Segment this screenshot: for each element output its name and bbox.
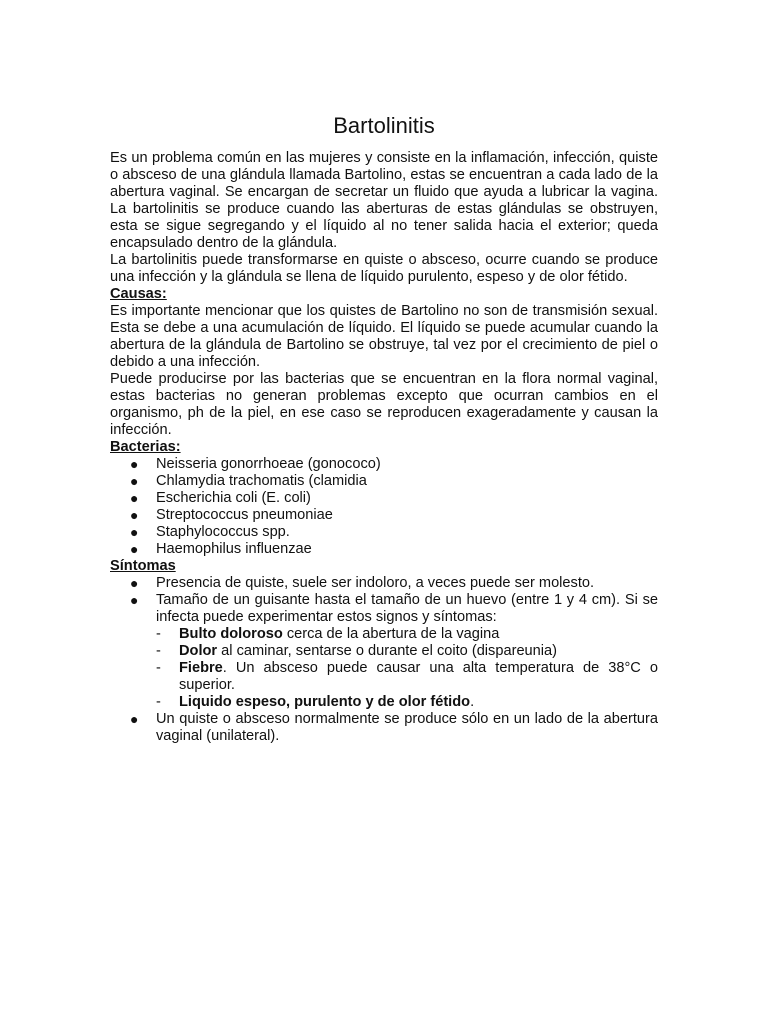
sub-list-item <box>156 626 658 643</box>
bullet-icon: ● <box>130 507 139 523</box>
bullet-icon: ● <box>130 711 139 727</box>
sub-item-bold: Dolor <box>179 643 218 659</box>
page-title: Bartolinitis <box>333 113 435 138</box>
list-item <box>110 592 658 711</box>
sub-item-text: cerca de la abertura de la vagina <box>282 626 500 642</box>
causas-heading: Causas: <box>110 286 167 302</box>
bacterias-list <box>110 456 658 558</box>
list-item <box>110 473 658 490</box>
list-item <box>110 711 658 745</box>
sintoma-text: Tamaño de un guisante hasta el tamaño de un huevo (entre 1 y 4 cm). Si se infecta puede experimentar estos signos y síntomas: <box>156 592 658 625</box>
sub-list-item <box>156 643 658 660</box>
bullet-icon: ● <box>130 490 139 506</box>
causas-paragraph-2: Puede producirse por las bacterias que se encuentran en la flora normal vaginal, estas bacterias no generan problemas excepto que ocurran cambios en el organismo, ph de la piel, en ese caso se reproducen exageradamente y causan la infección. <box>110 371 658 438</box>
bacteria-name: Streptococcus pneumoniae <box>156 507 333 523</box>
bacteria-name: Chlamydia trachomatis (clamidia <box>156 473 367 489</box>
bullet-icon: ● <box>130 541 139 557</box>
list-item <box>110 541 658 558</box>
bacteria-name: Neisseria gonorrhoeae (gonococo) <box>156 456 381 472</box>
document-page <box>110 112 658 745</box>
bacteria-name: Staphylococcus spp. <box>156 524 290 540</box>
list-item <box>110 507 658 524</box>
intro-paragraph-1: Es un problema común en las mujeres y consiste en la inflamación, infección, quiste o absceso de una glándula llamada Bartolino, estas se encuentran a cada lado de la abertura vaginal. Se encargan de secretar un fluido que ayuda a lubricar la vagina. La bartolinitis se produce cuando las aberturas de estas glándulas se obstruyen, esta se sigue segregando y el líquido al no tener salida hacia el exterior; queda encapsulado dentro de la glándula. <box>110 150 658 251</box>
sintoma-text: Presencia de quiste, suele ser indoloro, a veces puede ser molesto. <box>156 575 595 591</box>
bacterias-heading: Bacterias: <box>110 439 181 455</box>
bullet-icon: ● <box>130 473 139 489</box>
sub-item-bold: Fiebre <box>179 660 223 676</box>
dash-icon: - <box>156 694 161 710</box>
sintomas-list <box>110 575 658 745</box>
list-item <box>110 575 658 592</box>
sub-item-bold: Liquido espeso, purulento y de olor fétido <box>179 694 471 710</box>
sub-item-bold: Bulto doloroso <box>179 626 283 642</box>
bullet-icon: ● <box>130 524 139 540</box>
bullet-icon: ● <box>130 592 139 608</box>
sintomas-sublist <box>156 626 658 711</box>
dash-icon: - <box>156 660 161 676</box>
sub-item-text: . <box>470 694 475 710</box>
dash-icon: - <box>156 626 161 642</box>
sub-item-text: al caminar, sentarse o durante el coito (dispareunia) <box>217 643 558 659</box>
bullet-icon: ● <box>130 575 139 591</box>
sintomas-heading: Síntomas <box>110 558 176 574</box>
bacteria-name: Escherichia coli (E. coli) <box>156 490 311 506</box>
bacteria-name: Haemophilus influenzae <box>156 541 312 557</box>
sub-list-item <box>156 660 658 694</box>
sintoma-text: Un quiste o absceso normalmente se produce sólo en un lado de la abertura vaginal (unilateral). <box>156 711 658 744</box>
sub-list-item <box>156 694 658 711</box>
list-item <box>110 490 658 507</box>
sub-item-text: . Un absceso puede causar una alta temperatura de 38°C o superior. <box>179 660 658 693</box>
causas-paragraph-1: Es importante mencionar que los quistes de Bartolino no son de transmisión sexual. Esta se debe a una acumulación de líquido. El líquido se puede acumular cuando la abertura de la glándula de Bartolino se obstruye, tal vez por el crecimiento de piel o debido a una infección. <box>110 303 658 370</box>
dash-icon: - <box>156 643 161 659</box>
list-item <box>110 524 658 541</box>
list-item <box>110 456 658 473</box>
intro-paragraph-2: La bartolinitis puede transformarse en quiste o absceso, ocurre cuando se produce una infección y la glándula se llena de líquido purulento, espeso y de olor fétido. <box>110 252 658 285</box>
bullet-icon: ● <box>130 456 139 472</box>
